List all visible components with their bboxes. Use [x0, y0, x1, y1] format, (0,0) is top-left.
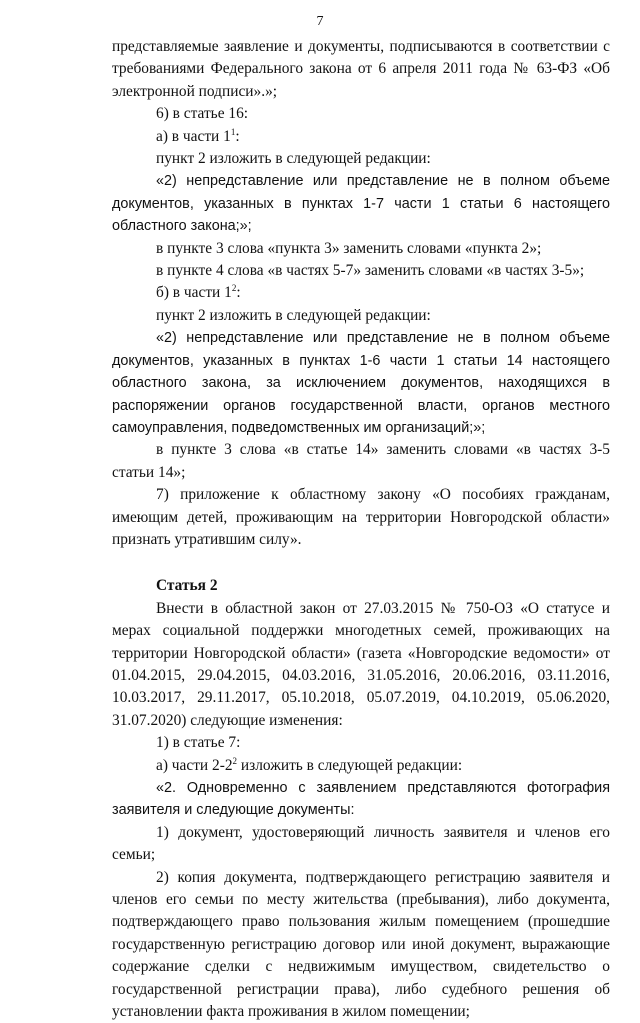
- paragraph-text: в пункте 3 слова «в статье 14» заменить словами «в частях 3-5 статьи 14»;: [112, 441, 610, 481]
- paragraph: [112, 755, 610, 777]
- paragraph-text-tail: изложить в следующей редакции:: [237, 756, 463, 774]
- paragraph: [112, 126, 610, 148]
- paragraph-text: б) в части 1: [156, 284, 232, 302]
- page-number: 7: [316, 14, 324, 29]
- paragraph-text: 7) приложение к областному закону «О пособиях гражданам, имеющим детей, проживающим на территории Новгородской области» признать утратившим силу».: [112, 486, 610, 548]
- document-body: [112, 36, 610, 1023]
- paragraph: [112, 327, 610, 439]
- paragraph: [112, 598, 610, 732]
- paragraph: [112, 103, 610, 125]
- paragraph-text: Внести в областной закон от 27.03.2015 № 750-ОЗ «О статусе и мерах социальной поддержки многодетных семей, проживающих на территории Новгородской области» (газета «Новгородские ведомости» от 01.04.2015, 29.04.2015, 04.03.2016, 31.05.2016, 20.06.2016, 03.11.2016, 10.03.2017, 29.11.2017, 05.10.2018, 05.07.2019, 04.10.2019, 05.06.2020, 31.07.2020) следующие изменения:: [112, 599, 610, 729]
- superscript: 1: [230, 126, 236, 137]
- superscript: 2: [231, 283, 237, 294]
- paragraph-text: пункт 2 изложить в следующей редакции:: [156, 150, 431, 168]
- paragraph-gap: [112, 551, 610, 575]
- paragraph-text: а) части 2-2: [156, 756, 233, 774]
- paragraph-text: Статья 2: [156, 577, 218, 595]
- paragraph: [112, 260, 610, 282]
- paragraph-text: в пункте 3 слова «пункта 3» заменить словами «пункта 2»;: [156, 239, 542, 257]
- article-heading: [112, 575, 610, 597]
- paragraph-text: 1) документ, удостоверяющий личность заявителя и членов его семьи;: [112, 823, 610, 864]
- paragraph-text: «2) непредставление или представление не в полном объеме документов, указанных в пунктах 1-7 части 1 статьи 6 настоящего областного закона;»;: [112, 173, 610, 235]
- paragraph: [112, 170, 610, 237]
- paragraph: [112, 777, 610, 822]
- superscript: 2: [232, 755, 238, 766]
- paragraph: [112, 822, 610, 867]
- paragraph: [112, 282, 610, 304]
- paragraph-text: 1) в статье 7:: [156, 734, 241, 752]
- paragraph-text: представляемые заявление и документы, подписываются в соответствии с требованиями Федерального закона от 6 апреля 2011 года № 63-ФЗ «Об электронной подписи».»;: [112, 38, 610, 100]
- paragraph: [112, 484, 610, 551]
- paragraph: [112, 238, 610, 260]
- paragraph-text: 6) в статье 16:: [156, 105, 249, 123]
- paragraph-text: пункт 2 изложить в следующей редакции:: [156, 306, 431, 324]
- paragraph-text: «2) непредставление или представление не в полном объеме документов, указанных в пунктах 1-6 части 1 статьи 14 настоящего областного закона, за исключением документов, находящихся в распоряжении органов государственной власти, органов местного самоуправления, подведомственных им организаций;»;: [112, 330, 610, 436]
- paragraph-text: «2. Одновременно с заявлением представляются фотография заявителя и следующие документы:: [112, 780, 610, 819]
- paragraph: [112, 36, 610, 103]
- paragraph-text: а) в части 1: [156, 127, 231, 145]
- paragraph-text: 2) копия документа, подтверждающего регистрацию заявителя и членов его семьи по месту жительства (пребывания), либо документа, подтверждающего право пользования жилым помещением (прошедшие государственную регистрацию договор или иной документ, выражающие содержание сделки с недвижимым имуществом, свидетельство о государственной регистрации права), либо судебного решения об установлении факта проживания в жилом помещении;: [112, 868, 610, 1021]
- paragraph: [112, 867, 610, 1023]
- paragraph-text-tail: :: [235, 127, 240, 145]
- paragraph-text: в пункте 4 слова «в частях 5-7» заменить словами «в частях 3-5»;: [156, 262, 585, 280]
- paragraph: [112, 732, 610, 754]
- paragraph: [112, 148, 610, 170]
- paragraph-text-tail: :: [236, 284, 241, 302]
- paragraph: [112, 305, 610, 327]
- paragraph: [112, 439, 610, 484]
